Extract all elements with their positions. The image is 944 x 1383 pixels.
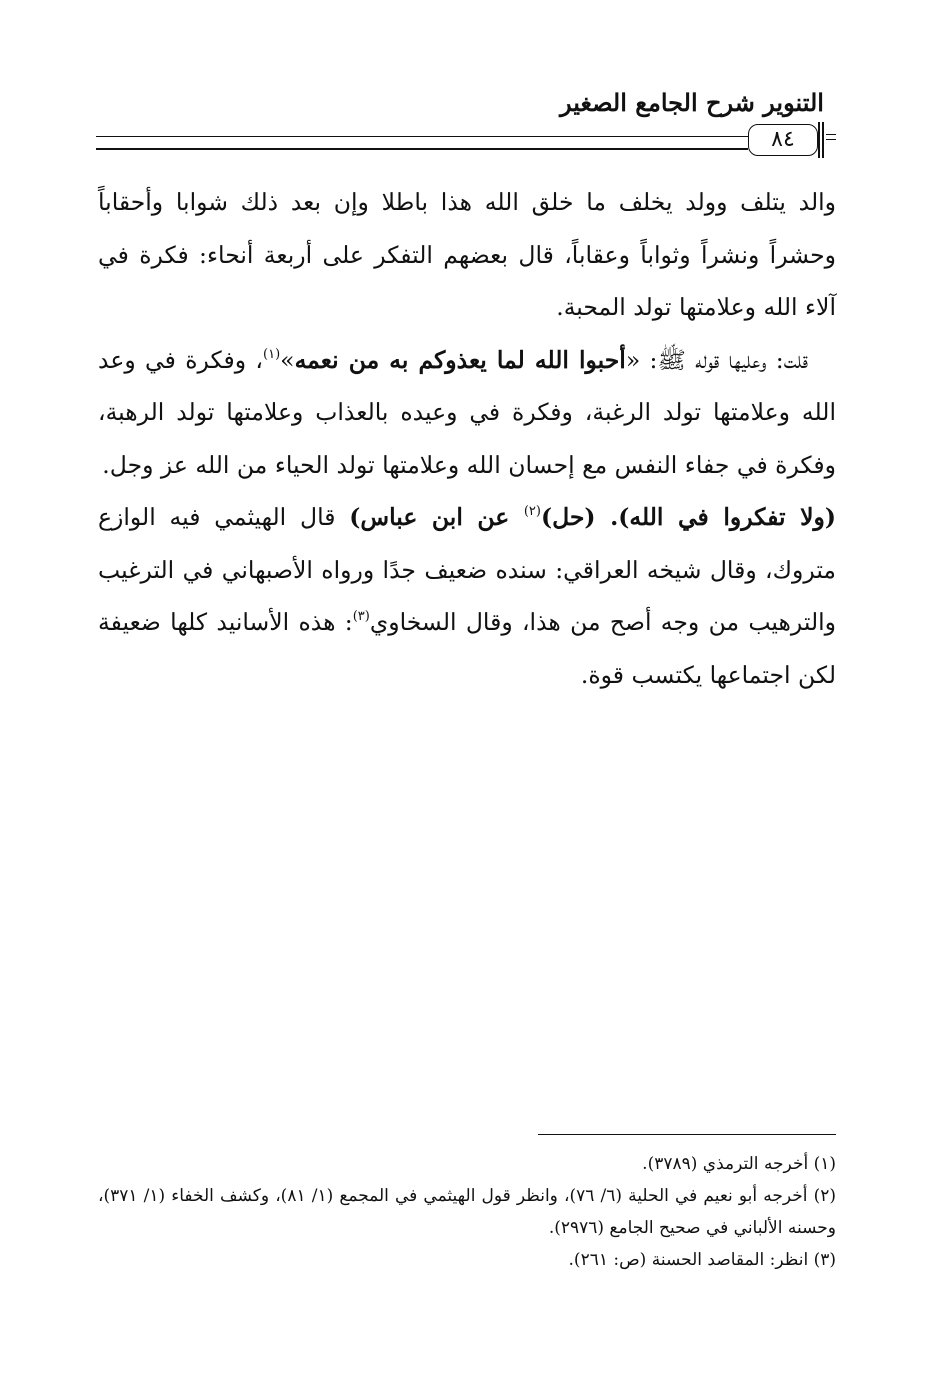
page-number: ٨٤	[748, 124, 818, 156]
footnote: (١) أخرجه الترمذي (٣٧٨٩).	[642, 1154, 836, 1174]
footnote: (٢) أخرجه أبو نعيم في الحلية (٦/ ٧٦)، وانظر قول الهيثمي في المجمع (١/ ٨١)، وكشف الخفاء (١/ ٣٧١)، وحسنه الألباني في صحيح الجامع (٢٩٧٦).	[98, 1186, 836, 1238]
text-run: »	[280, 345, 295, 374]
narrator: عن ابن عباس)	[349, 503, 524, 531]
main-text	[98, 176, 836, 701]
running-header-title: التنوير شرح الجامع الصغير	[560, 88, 824, 117]
header-rule-thick	[96, 148, 748, 150]
footnote-ref: (٣)	[352, 609, 370, 624]
paragraph	[98, 334, 836, 492]
footnote-ref: (١)	[263, 346, 281, 362]
paragraph: والد يتلف وولد يخلف ما خلق الله هذا باطلا وإن بعد ذلك شوابا وأحقاباً وحشراً ونشراً وثواباً وعقاباً، قال بعضهم التفكر على أربعة أنحاء: فكرة في آلاء الله وعلامتها تولد المحبة.	[98, 188, 836, 321]
footnote-ref: (٢)	[523, 504, 541, 519]
paragraph	[98, 491, 836, 701]
page-number-ornament	[818, 122, 824, 158]
hadith-text: (ولا تفكروا في الله). (حل)	[540, 503, 836, 531]
footnote: (٣) انظر: المقاصد الحسنة (ص: ٢٦١).	[568, 1250, 836, 1270]
footnote-separator	[538, 1134, 836, 1135]
hadith-quote: أحبوا الله لما يعذوكم به من نعمه	[294, 345, 626, 374]
footnotes	[98, 1148, 836, 1276]
text-run: قلت: وعليها قوله ﷺ: «	[625, 345, 809, 374]
text-run: ، وفكرة في وعد الله وعلامتها تولد الرغبة، وفكرة في وعيده بالعذاب وعلامتها تولد الرهبة، وفكرة في جفاء النفس مع إحسان الله وعلامتها تولد الحياء من الله عز وجل.	[98, 345, 836, 479]
text-run: : هذه الأسانيد كلها ضعيفة لكن اجتماعها يكتسب قوة.	[98, 608, 836, 689]
text-run: قال الهيثمي فيه الوازع متروك، وقال شيخه العراقي: سنده ضعيف جدًا ورواه الأصبهاني في الترغيب والترهيب من وجه أصح من هذا، وقال السخاوي	[98, 503, 836, 636]
page-number-ornament-tick	[826, 134, 836, 140]
header-rule-thin	[96, 136, 748, 137]
